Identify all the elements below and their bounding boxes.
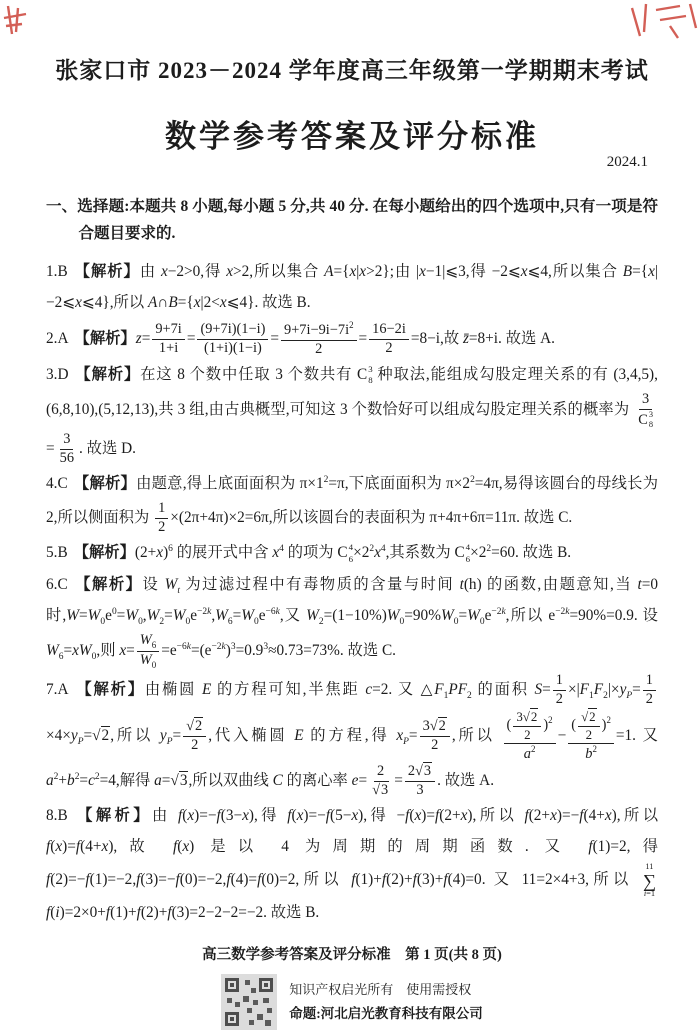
answer-explanation: 【解析】由题意,得上底面面积为 $\pi\times 1^2=\pi$,下底面面积为 $\pi\times 2^2=4\pi$,易得该圆台的母线长为 2,所以侧面积为 $\frac{1}{2}$ ×(2π+4π)×2=6π,所以该圆台的表面积为 π+4π+6π=11π. 故选 C. <box>46 475 658 536</box>
answer-label: 5.B <box>46 544 68 562</box>
exam-title: 张家口市 2023－2024 学年度高三年级第一学期期末考试 <box>55 58 649 83</box>
answer-label: 4.C <box>46 475 68 493</box>
red-stamp-fragment-left-icon <box>2 4 30 40</box>
section-header: 一、选择题:本题共 8 小题,每小题 5 分,共 40 分. 在每小题给出的四个选项中,只有一项是符合题目要求的. <box>46 198 658 243</box>
answer-explanation: 【解析】设 $W_t$ 为过滤过程中有毒物质的含量与时间 t(h) 的函数,由题意知,当 t=0 时$,W=W_0e^0=W_0,W_2=W_0e^{-2k},W_6=W_0e^{-6k}$,又 $W_2=(1-10\%)W_0=90\%W_0=W_0e^{-2k}$,所以 $e^{-2k}=90\%=0.9$. 设 $W_6=xW_0$,则 x= $\frac{W_6}{W_0}$ $=e^{-6k}=(e^{-2k})^3=0.9^3\approx 0.73=73\%$. 故选 C. <box>46 575 658 671</box>
answer-explanation: 【解析】z= $\frac{9+7i}{1+i}$ = $\frac{(9+7i)(1-i)}{(1+i)(1-i)}$ = $\frac{9+7i-9i-7i^2}{2}$ = $\frac{16-2i}{2}$ =8−i,故 z̄=8+i. 故选 A. <box>74 320 555 357</box>
document-header <box>46 52 658 170</box>
answer-item-2 <box>46 320 658 359</box>
answer-item-4 <box>46 469 658 537</box>
publisher-text <box>289 978 483 1026</box>
answer-item-6 <box>46 570 658 671</box>
answer-item-5 <box>46 538 658 569</box>
answer-explanation: 【解析】由椭圆 E 的方程可知,半焦距 c=2. 又 $\triangle F_1PF_2$ 的面积 S= $\frac{1}{2}$ $\times|F_1F_2|\times y_P=$ $\frac{1}{2}$ $\times 4\times y_P=√2$,所以 $y_P=$ $\frac{√2}{2}$ ,代入椭圆 E 的方程,得 $x_P=$ $\frac{3√2}{2}$ ,所以 ( $\frac{3√2}{2}$ )$^2$ $a^2$ − ( $\frac{√2}{2}$ )$^2$ $b^2$ =1. 又 $a^2+b^2=c^2=4$,解得 a=√3,所以双曲线 C 的离心率 e= $\frac{2}{√3}$ = $\frac{2√3}{3}$ . 故选 A. <box>46 672 658 799</box>
copyright-line: 知识产权启光所有 使用需授权 <box>289 982 472 998</box>
document-footer <box>46 943 658 1030</box>
answer-item-7 <box>46 672 658 800</box>
publisher-line: 命题:河北启光教育科技有限公司 <box>289 1005 483 1021</box>
answer-explanation: 【解析】$(2+x)^6$ 的展开式中含 $x^4$ 的项为 C 4 6 $\times 2^2x^4$,其系数为 C 4 6 $\times 2^2=60$. 故选 B. <box>73 542 572 564</box>
page-title: 数学参考答案及评分标准 <box>165 119 539 154</box>
answer-label: 8.B <box>46 807 68 825</box>
answer-item-8 <box>46 801 658 929</box>
answer-explanation: 【解析】由 f(x)=−f(3−x),得 f(x)=−f(5−x),得 −f(x)=f(2+x),所以 f(2+x)=−f(4+x),所以 f(x)=f(4+x),故 f(x) 是以 4 为周期的周期函数. 又 f(1)=2,得 f(2)=−f(1)=−2,f(3)=−f(0)=−2,f(4)=f(0)=2,所以 f(1)+f(2)+f(3)+f(4)=0. 又 11=2×4+3,所以 11 ∑ i=1 f(i)=2×0+f(1)+f(2)+f(3)=2−2−2=−2. 故选 B. <box>46 807 658 922</box>
answer-label: 2.A <box>46 329 69 347</box>
red-stamp-fragment-right-icon <box>626 2 700 42</box>
answer-label: 6.C <box>46 575 68 593</box>
answer-list <box>46 257 658 929</box>
page-number-line: 高三数学参考答案及评分标准 第 1 页(共 8 页) <box>202 947 502 964</box>
answer-label: 1.B <box>46 263 68 281</box>
answer-label: 3.D <box>46 365 69 383</box>
answer-label: 7.A <box>46 681 69 699</box>
subtitle-row <box>46 111 658 170</box>
answer-explanation: 【解析】在这 8 个数中任取 3 个数共有 C 3 8 种取法,能组成勾股定理关系的有 (3,4,5),(6,8,10),(5,12,13),共 3 组,由古典概型,可知这 3 个数恰好可以组成勾股定理关系的概率为 3 C 3 8 = $\frac{3}{56}$ . 故选 D. <box>46 363 658 467</box>
date-label: 2024.1 <box>606 154 648 170</box>
answer-item-3 <box>46 360 658 468</box>
answer-item-1 <box>46 257 658 319</box>
answer-explanation: 【解析】由 x−2>0,得 x>2,所以集合 A={x|x>2};由 |x−1|⩽3,得 −2⩽x⩽4,所以集合 B={x|−2⩽x⩽4},所以 A∩B={x|2<x⩽4}. 故选 B. <box>46 263 658 312</box>
